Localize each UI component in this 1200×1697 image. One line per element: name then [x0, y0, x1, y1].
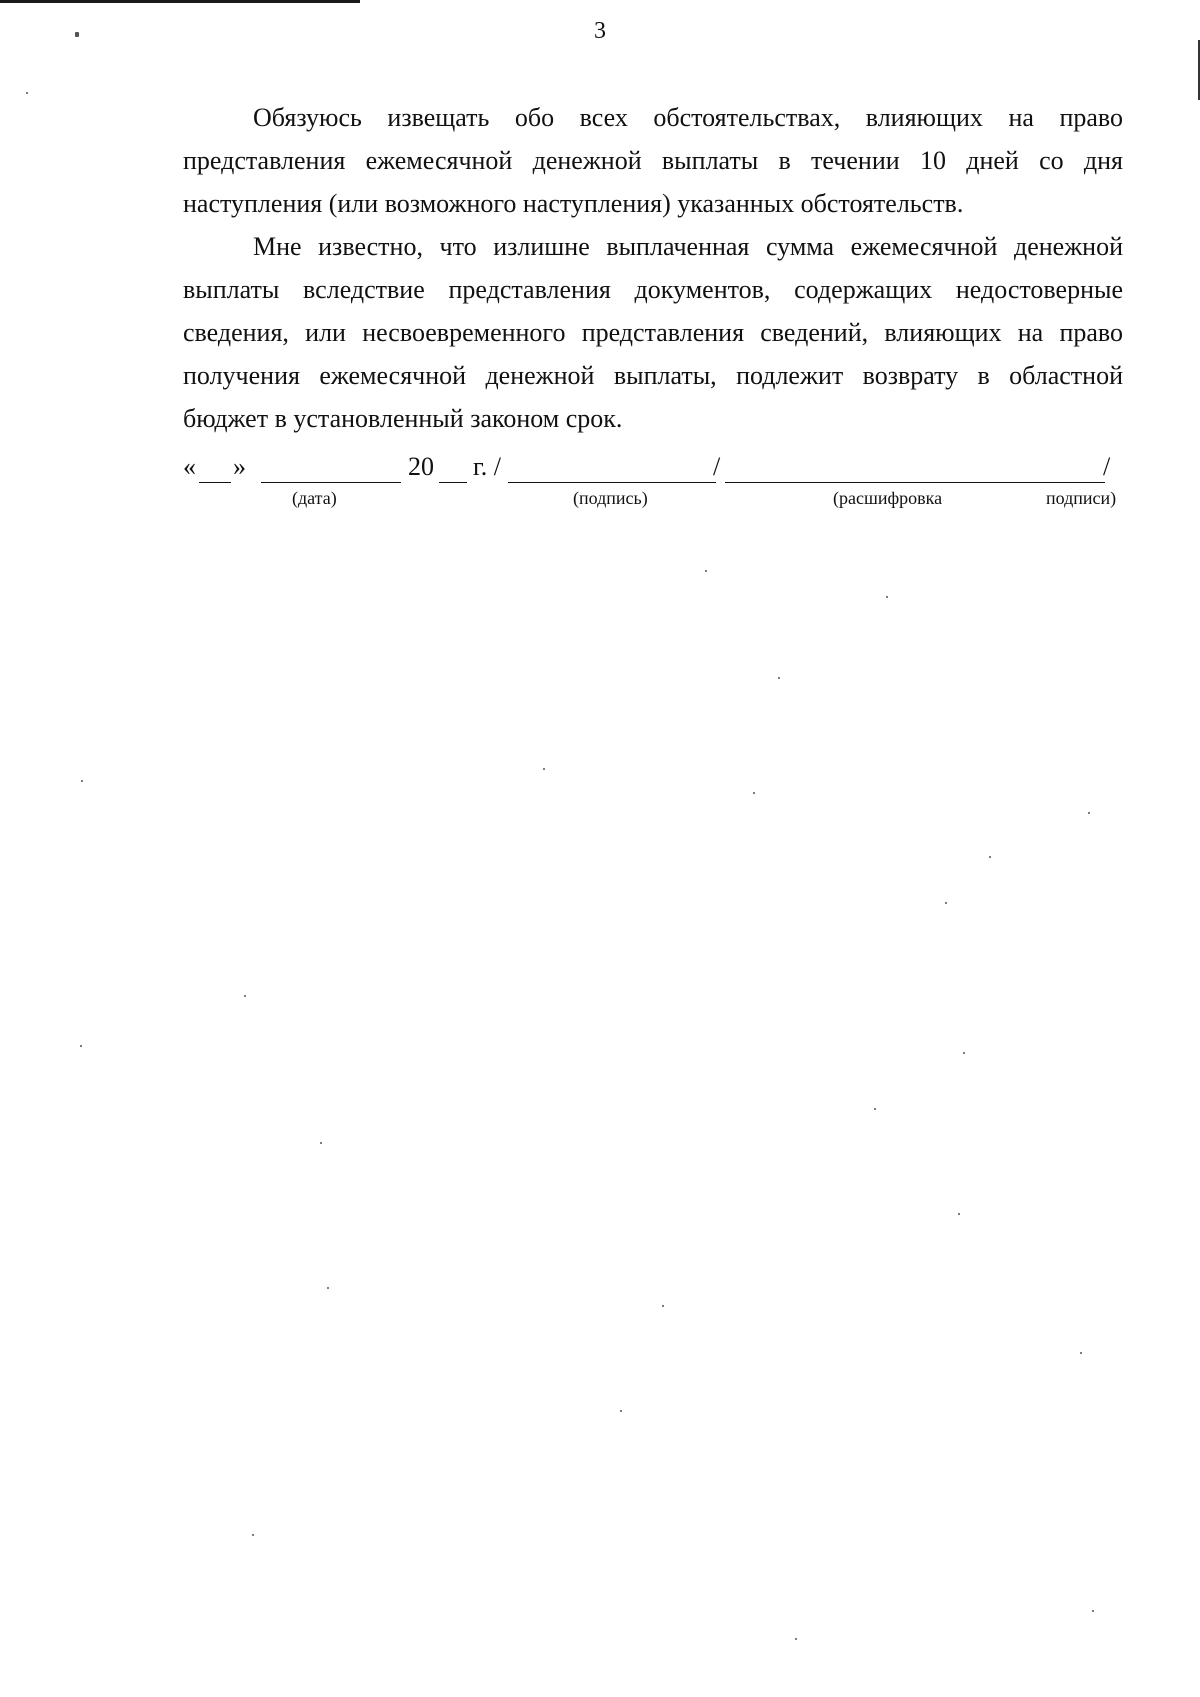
page-number: 3 [594, 18, 606, 44]
scan-speck [886, 596, 888, 598]
day-blank [199, 482, 231, 483]
slash-end: / [1103, 452, 1111, 481]
scan-speck [1080, 1352, 1082, 1354]
scan-speck [75, 32, 79, 37]
date-blank [261, 482, 401, 483]
scan-speck [620, 1410, 622, 1412]
signature-blank [508, 482, 716, 483]
year-prefix: 20 [408, 452, 434, 481]
scan-speck [753, 792, 755, 794]
scan-speck [662, 1305, 664, 1307]
scan-speck [252, 1534, 254, 1536]
scan-speck [320, 1142, 322, 1144]
scan-speck [958, 1213, 960, 1215]
caption-signature: (подпись) [573, 488, 648, 508]
scan-speck [989, 856, 991, 858]
scan-speck [705, 570, 707, 572]
scan-speck [1088, 812, 1090, 814]
close-quote: » [233, 452, 246, 481]
year-blank [439, 482, 467, 483]
scan-speck [945, 902, 947, 904]
scan-speck [244, 995, 246, 997]
caption-date: (дата) [292, 488, 337, 508]
caption-decoding-right: подписи) [1046, 488, 1117, 508]
scan-speck [327, 1287, 329, 1289]
scan-speck [874, 1108, 876, 1110]
scan-edge-top [0, 0, 360, 3]
scan-speck [80, 1045, 82, 1047]
body-text [183, 96, 1123, 440]
paragraph-awareness: Мне известно, что излишне выплаченная сумма ежемесячной денежной выплаты вследствие представления документов, содержащих недостоверные сведения, или несвоевременного представления сведений, влияющих на право получения ежемесячной денежной выплаты, подлежит возврату в областной бюджет в установленный законом срок. [183, 232, 1123, 433]
paragraph-obligation: Обязуюсь извещать обо всех обстоятельствах, влияющих на право представления ежемесячной денежной выплаты в течении 10 дней со дня наступления (или возможного наступления) указанных обстоятельств. [183, 103, 1123, 218]
scan-speck [543, 768, 545, 770]
year-suffix: г. / [473, 452, 501, 481]
signature-line [183, 452, 1123, 486]
decoding-blank [725, 482, 1105, 483]
slash-middle: / [713, 452, 721, 481]
scan-speck [778, 677, 780, 679]
scan-speck [1092, 1610, 1094, 1612]
scan-speck [963, 1052, 965, 1054]
scan-speck [81, 780, 83, 782]
caption-decoding-left: (расшифровка [833, 488, 943, 508]
scan-speck [26, 92, 28, 94]
open-quote: « [183, 452, 196, 481]
scan-speck [795, 1638, 797, 1640]
